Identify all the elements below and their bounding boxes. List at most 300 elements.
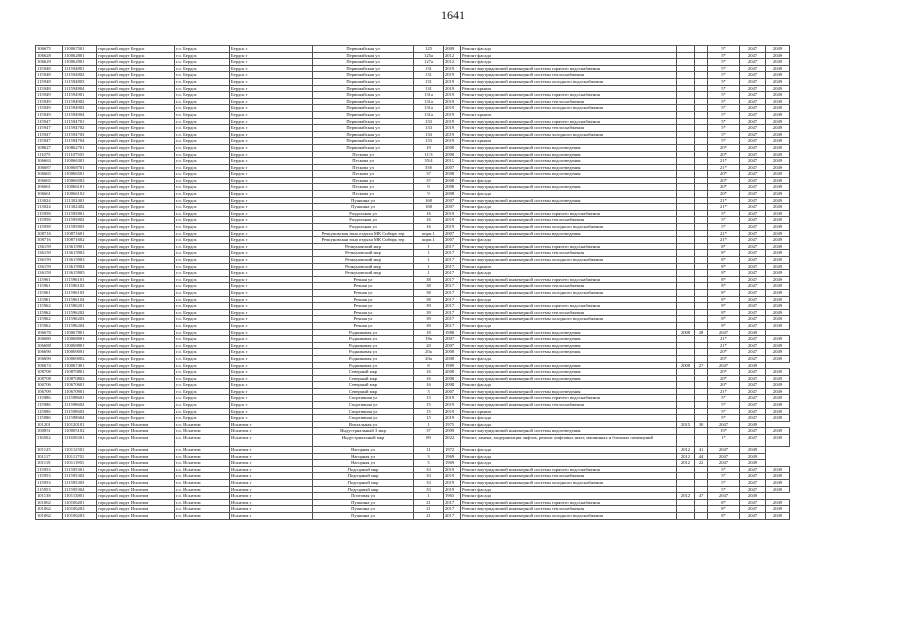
cell-plan-end: 2049: [766, 408, 790, 415]
cell-last-repair-year: [677, 388, 695, 395]
cell-element-id: 110111901: [63, 460, 97, 467]
cell-last-repair-year: [677, 375, 695, 382]
cell-norm-period: 2047: [708, 421, 740, 428]
cell-house-id: 108716: [36, 230, 63, 237]
cell-locality: Бердск г: [230, 72, 313, 79]
cell-interval: [695, 369, 708, 376]
cell-street: Спортивная ул: [313, 395, 414, 402]
cell-street: Подгорный мкр: [313, 473, 414, 480]
cell-plan-end: 2049: [766, 243, 790, 250]
cell-year: 2008: [444, 177, 461, 184]
cell-municipality: городской округ Искитим: [97, 506, 175, 513]
cell-street: Первомайская ул: [313, 98, 414, 105]
cell-plan-start: 2047: [740, 473, 766, 480]
cell-plan-end: 2049: [766, 342, 790, 349]
cell-street: Родниковая ул: [313, 362, 414, 369]
table-row: [36, 111, 790, 118]
cell-municipality: городской округ Бердск: [97, 375, 175, 382]
cell-district: г.о. Бердск: [175, 78, 230, 85]
cell-locality: Искитим г: [230, 506, 313, 513]
cell-norm-period: 8*: [708, 283, 740, 290]
cell-last-repair-year: [677, 512, 695, 519]
cell-element-id: 111595304: [63, 486, 97, 493]
cell-plan-start: 2047: [740, 125, 766, 132]
cell-plan-start: 2047: [740, 85, 766, 92]
table-row: [36, 92, 790, 99]
cell-year: 2008: [444, 349, 461, 356]
cell-house-number: 1: [414, 250, 444, 257]
cell-element-id: 111302401: [63, 197, 97, 204]
cell-plan-start: 2047: [740, 230, 766, 237]
cell-element-id: 111594803: [63, 78, 97, 85]
cell-plan-end: 2049: [766, 158, 790, 165]
table-row: [36, 402, 790, 409]
cell-house-number: 39: [414, 309, 444, 316]
cell-element-id: 110066501: [63, 171, 97, 178]
table-row: [36, 480, 790, 487]
cell-interval: [695, 296, 708, 303]
cell-work-type: Ремонт крыши: [461, 138, 677, 145]
cell-plan-start: 2047: [740, 296, 766, 303]
page-number: 1641: [441, 8, 465, 22]
cell-element-id: 110062801: [63, 52, 97, 59]
cell-last-repair-year: [677, 336, 695, 343]
cell-house-number: 33: [414, 466, 444, 473]
cell-municipality: городской округ Бердск: [97, 329, 175, 336]
cell-last-repair-year: [677, 85, 695, 92]
cell-last-repair-year: [677, 276, 695, 283]
cell-plan-end: 2049: [766, 111, 790, 118]
cell-street: Первомайская ул: [313, 144, 414, 151]
cell-interval: 41: [695, 447, 708, 454]
table-row: [36, 151, 790, 158]
table-row: [36, 257, 790, 264]
cell-locality: Бердск г: [230, 59, 313, 66]
cell-plan-end: 2049: [766, 230, 790, 237]
cell-plan-start: 2047: [740, 197, 766, 204]
cell-plan-end: 2049: [766, 210, 790, 217]
cell-house-number: 38: [414, 289, 444, 296]
cell-year: 1989: [444, 362, 461, 369]
cell-work-type: Ремонт внутридомовой инженерной системы водоотведения: [461, 197, 677, 204]
cell-norm-period: 5*: [708, 92, 740, 99]
cell-locality: Бердск г: [230, 257, 313, 264]
cell-year: 1965: [444, 493, 461, 500]
register-rows: [36, 46, 790, 520]
cell-plan-start: 2047: [740, 506, 766, 513]
cell-house-id: 101201: [36, 421, 63, 428]
cell-interval: [695, 316, 708, 323]
cell-interval: [695, 473, 708, 480]
cell-street: Северный мкр: [313, 382, 414, 389]
cell-house-number: 3: [414, 453, 444, 460]
cell-last-repair-year: 2008: [677, 362, 695, 369]
cell-municipality: городской округ Бердск: [97, 243, 175, 250]
cell-locality: Бердск г: [230, 303, 313, 310]
cell-house-number: 16: [414, 375, 444, 382]
cell-interval: [695, 382, 708, 389]
cell-street: Речная ул: [313, 276, 414, 283]
cell-plan-start: 2047: [740, 105, 766, 112]
cell-plan-start: 2047: [740, 289, 766, 296]
cell-interval: [695, 486, 708, 493]
cell-house-number: 35б: [414, 164, 444, 171]
cell-district: г.о. Бердск: [175, 105, 230, 112]
cell-house-number: 15: [414, 395, 444, 402]
cell-plan-end: 2049: [766, 480, 790, 487]
cell-year: 2009: [444, 46, 461, 53]
cell-plan-start: 2047: [740, 191, 766, 198]
cell-year: 2019: [444, 466, 461, 473]
cell-district: г.о. Бердск: [175, 98, 230, 105]
table-row: [36, 473, 790, 480]
cell-locality: Бердск г: [230, 125, 313, 132]
table-row: [36, 224, 790, 231]
cell-municipality: городской округ Бердск: [97, 125, 175, 132]
cell-work-type: Ремонт внутридомовой инженерной системы холодного водоснабжения: [461, 480, 677, 487]
table-row: [36, 447, 790, 454]
cell-district: г.о. Бердск: [175, 224, 230, 231]
cell-locality: Бердск г: [230, 111, 313, 118]
cell-norm-period: 20*: [708, 375, 740, 382]
cell-element-id: 111594702: [63, 125, 97, 132]
cell-district: г.о. Бердск: [175, 111, 230, 118]
cell-street: Пескова ул: [313, 177, 414, 184]
cell-district: г.о. Бердск: [175, 184, 230, 191]
cell-work-type: Ремонт крыши: [461, 263, 677, 270]
cell-street: Первомайская ул: [313, 65, 414, 72]
cell-house-number: 125: [414, 46, 444, 53]
cell-street: Подгорный мкр: [313, 466, 414, 473]
table-row: [36, 243, 790, 250]
cell-interval: [695, 210, 708, 217]
cell-year: 2007: [444, 237, 461, 244]
cell-last-repair-year: [677, 506, 695, 513]
cell-municipality: городской округ Бердск: [97, 138, 175, 145]
cell-norm-period: 5*: [708, 224, 740, 231]
cell-plan-start: 2047: [740, 158, 766, 165]
cell-locality: Бердск г: [230, 78, 313, 85]
cell-norm-period: 8*: [708, 512, 740, 519]
cell-district: г.о. Бердск: [175, 283, 230, 290]
cell-house-number: 168: [414, 197, 444, 204]
cell-work-type: Ремонт фасада: [461, 296, 677, 303]
cell-norm-period: 8*: [708, 296, 740, 303]
cell-norm-period: 5*: [708, 125, 740, 132]
cell-norm-period: 20*: [708, 355, 740, 362]
cell-work-type: Ремонт внутридомовой инженерной системы водоотведения: [461, 151, 677, 158]
cell-interval: [695, 131, 708, 138]
cell-last-repair-year: [677, 72, 695, 79]
cell-last-repair-year: [677, 499, 695, 506]
cell-street: Раздольная ул: [313, 224, 414, 231]
cell-norm-period: 20*: [708, 184, 740, 191]
cell-plan-start: 2047: [740, 369, 766, 376]
cell-municipality: городской округ Бердск: [97, 158, 175, 165]
cell-interval: [695, 52, 708, 59]
cell-year: 2017: [444, 499, 461, 506]
cell-house-number: 131: [414, 65, 444, 72]
cell-street: Спортивная ул: [313, 408, 414, 415]
cell-district: г.о. Бердск: [175, 263, 230, 270]
cell-house-id: 115949: [36, 105, 63, 112]
cell-house-number: 18: [414, 329, 444, 336]
cell-house-number: 1: [414, 493, 444, 500]
cell-municipality: городской округ Бердск: [97, 388, 175, 395]
cell-last-repair-year: [677, 322, 695, 329]
cell-district: г.о. Бердск: [175, 270, 230, 277]
cell-house-id: 106674: [36, 362, 63, 369]
cell-locality: Бердск г: [230, 408, 313, 415]
cell-element-id: 110066102: [63, 191, 97, 198]
cell-house-number: 8: [414, 362, 444, 369]
table-row: [36, 369, 790, 376]
cell-work-type: Ремонт фасада: [461, 59, 677, 66]
cell-district: г.о. Бердск: [175, 369, 230, 376]
cell-element-id: 111594801: [63, 65, 97, 72]
cell-plan-start: 2047: [740, 164, 766, 171]
cell-street: Речкуновский мкр: [313, 250, 414, 257]
cell-plan-end: 2049: [766, 125, 790, 132]
cell-year: 2017: [444, 322, 461, 329]
cell-interval: [695, 355, 708, 362]
cell-locality: Бердск г: [230, 388, 313, 395]
cell-year: 2019: [444, 111, 461, 118]
cell-house-id: 115958: [36, 217, 63, 224]
cell-plan-start: 2047: [740, 204, 766, 211]
cell-last-repair-year: [677, 257, 695, 264]
cell-interval: 28: [695, 329, 708, 336]
cell-year: 2017: [444, 289, 461, 296]
cell-house-number: 131а: [414, 105, 444, 112]
cell-element-id: 110112501: [63, 447, 97, 454]
cell-plan-start: 2047: [740, 144, 766, 151]
cell-street: Первомайская ул: [313, 131, 414, 138]
cell-house-number: 9: [414, 191, 444, 198]
cell-last-repair-year: [677, 171, 695, 178]
cell-work-type: Ремонт фасада: [461, 415, 677, 422]
cell-plan-end: 2049: [766, 486, 790, 493]
cell-district: г.о. Бердск: [175, 316, 230, 323]
cell-locality: Бердск г: [230, 296, 313, 303]
cell-work-type: Ремонт внутридомовой инженерной системы теплоснабжения: [461, 506, 677, 513]
cell-year: 2007: [444, 230, 461, 237]
cell-house-number: 37: [414, 428, 444, 435]
cell-district: г.о. Бердск: [175, 322, 230, 329]
cell-last-repair-year: [677, 197, 695, 204]
cell-work-type: Ремонт внутридомовой инженерной системы водоотведения: [461, 428, 677, 435]
cell-house-id: 115986: [36, 408, 63, 415]
cell-plan-start: 2047: [740, 415, 766, 422]
cell-street: Нагорная ул: [313, 460, 414, 467]
cell-interval: [695, 191, 708, 198]
cell-norm-period: 8*: [708, 257, 740, 264]
cell-district: г.о. Искитим: [175, 499, 230, 506]
cell-year: 2019: [444, 118, 461, 125]
cell-last-repair-year: [677, 78, 695, 85]
cell-work-type: Ремонт внутридомовой инженерной системы теплоснабжения: [461, 98, 677, 105]
cell-element-id: 111595803: [63, 224, 97, 231]
cell-municipality: городской округ Бердск: [97, 309, 175, 316]
cell-municipality: городской округ Бердск: [97, 151, 175, 158]
cell-element-id: 111595301: [63, 466, 97, 473]
cell-norm-period: 2047: [708, 362, 740, 369]
cell-plan-start: 2049: [740, 460, 766, 467]
cell-district: г.о. Бердск: [175, 250, 230, 257]
cell-last-repair-year: [677, 289, 695, 296]
cell-year: 2019: [444, 131, 461, 138]
cell-year: 2009: [444, 428, 461, 435]
cell-district: г.о. Искитим: [175, 493, 230, 500]
cell-street: Подгорный мкр: [313, 480, 414, 487]
cell-plan-end: 2049: [766, 151, 790, 158]
cell-locality: Бердск г: [230, 46, 313, 53]
cell-house-number: 15: [414, 402, 444, 409]
cell-municipality: городской округ Бердск: [97, 111, 175, 118]
cell-interval: [695, 428, 708, 435]
table-row: [36, 349, 790, 356]
cell-district: г.о. Искитим: [175, 435, 230, 447]
cell-year: 2017: [444, 263, 461, 270]
cell-district: г.о. Бердск: [175, 217, 230, 224]
cell-interval: [695, 336, 708, 343]
cell-element-id: 111594802: [63, 72, 97, 79]
cell-norm-period: 5*: [708, 111, 740, 118]
cell-house-id: 115949: [36, 111, 63, 118]
cell-element-id: 111596203: [63, 316, 97, 323]
cell-locality: Бердск г: [230, 230, 313, 237]
cell-element-id: 111595302: [63, 473, 97, 480]
cell-street: Северный мкр: [313, 375, 414, 382]
cell-house-number: 18а: [414, 336, 444, 343]
cell-last-repair-year: [677, 230, 695, 237]
cell-street: Первомайская ул: [313, 59, 414, 66]
cell-element-id: 111595303: [63, 480, 97, 487]
cell-norm-period: 5*: [708, 65, 740, 72]
cell-norm-period: 21*: [708, 230, 740, 237]
cell-last-repair-year: [677, 158, 695, 165]
cell-element-id: 111594703: [63, 131, 97, 138]
cell-plan-end: 2049: [766, 237, 790, 244]
cell-district: г.о. Бердск: [175, 144, 230, 151]
cell-element-id: 113615904: [63, 263, 97, 270]
cell-district: г.о. Бердск: [175, 204, 230, 211]
cell-plan-end: 2049: [766, 276, 790, 283]
cell-norm-period: 5*: [708, 131, 740, 138]
cell-year: 2017: [444, 283, 461, 290]
cell-municipality: городской округ Бердск: [97, 296, 175, 303]
cell-interval: [695, 309, 708, 316]
cell-element-id: 111650201: [63, 435, 97, 447]
cell-plan-start: 2047: [740, 59, 766, 66]
table-row: [36, 453, 790, 460]
cell-last-repair-year: [677, 316, 695, 323]
cell-locality: Искитим г: [230, 421, 313, 428]
cell-house-id: 106678: [36, 329, 63, 336]
cell-district: г.о. Бердск: [175, 408, 230, 415]
cell-house-id: 108708: [36, 375, 63, 382]
cell-plan-start: 2047: [740, 257, 766, 264]
cell-municipality: городской округ Искитим: [97, 447, 175, 454]
cell-work-type: Ремонт внутридомовой инженерной системы холодного водоснабжения: [461, 131, 677, 138]
cell-locality: Бердск г: [230, 171, 313, 178]
cell-street: Пескова ул: [313, 184, 414, 191]
cell-last-repair-year: [677, 263, 695, 270]
cell-municipality: городской округ Бердск: [97, 369, 175, 376]
cell-element-id: 111596202: [63, 309, 97, 316]
cell-plan-start: 2047: [740, 388, 766, 395]
cell-municipality: городской округ Искитим: [97, 435, 175, 447]
table-row: [36, 460, 790, 467]
cell-district: г.о. Бердск: [175, 171, 230, 178]
cell-street: Родниковая ул: [313, 355, 414, 362]
cell-locality: Искитим г: [230, 428, 313, 435]
cell-street: Пушкина ул: [313, 197, 414, 204]
cell-norm-period: 21*: [708, 336, 740, 343]
cell-district: г.о. Бердск: [175, 85, 230, 92]
cell-last-repair-year: [677, 125, 695, 132]
cell-year: 2019: [444, 402, 461, 409]
cell-plan-end: 2049: [766, 428, 790, 435]
cell-house-id: 115962: [36, 303, 63, 310]
cell-plan-end: 2049: [766, 296, 790, 303]
cell-locality: Бердск г: [230, 210, 313, 217]
cell-interval: [695, 85, 708, 92]
cell-plan-start: 2047: [740, 322, 766, 329]
cell-norm-period: 2047: [708, 493, 740, 500]
cell-plan-start: 2047: [740, 78, 766, 85]
cell-locality: Бердск г: [230, 177, 313, 184]
cell-municipality: городской округ Бердск: [97, 224, 175, 231]
cell-element-id: 111596104: [63, 296, 97, 303]
cell-last-repair-year: [677, 369, 695, 376]
cell-municipality: городской округ Искитим: [97, 460, 175, 467]
cell-street: Речная ул: [313, 316, 414, 323]
cell-work-type: Ремонт внутридомовой инженерной системы холодного водоснабжения: [461, 512, 677, 519]
table-row: [36, 105, 790, 112]
cell-element-id: 113615905: [63, 270, 97, 277]
cell-plan-start: 2047: [740, 224, 766, 231]
cell-norm-period: 5*: [708, 52, 740, 59]
cell-district: г.о. Бердск: [175, 138, 230, 145]
cell-norm-period: 20*: [708, 144, 740, 151]
table-row: [36, 98, 790, 105]
cell-year: 2008: [444, 151, 461, 158]
cell-last-repair-year: [677, 349, 695, 356]
cell-plan-end: 2049: [766, 415, 790, 422]
cell-element-id: 113615902: [63, 250, 97, 257]
cell-street: Первомайская ул: [313, 138, 414, 145]
cell-last-repair-year: [677, 184, 695, 191]
cell-norm-period: 8*: [708, 309, 740, 316]
cell-municipality: городской округ Бердск: [97, 59, 175, 66]
cell-element-id: 110111701: [63, 453, 97, 460]
cell-last-repair-year: [677, 46, 695, 53]
cell-locality: Бердск г: [230, 105, 313, 112]
cell-street: Речная ул: [313, 303, 414, 310]
cell-house-id: 113024: [36, 204, 63, 211]
cell-interval: [695, 342, 708, 349]
cell-last-repair-year: 2015: [677, 421, 695, 428]
cell-year: 2007: [444, 342, 461, 349]
cell-district: г.о. Бердск: [175, 177, 230, 184]
cell-interval: [695, 65, 708, 72]
cell-municipality: городской округ Бердск: [97, 72, 175, 79]
cell-element-id: 110067501: [63, 46, 97, 53]
cell-district: г.о. Бердск: [175, 237, 230, 244]
cell-municipality: городской округ Бердск: [97, 349, 175, 356]
cell-plan-end: 2049: [766, 355, 790, 362]
